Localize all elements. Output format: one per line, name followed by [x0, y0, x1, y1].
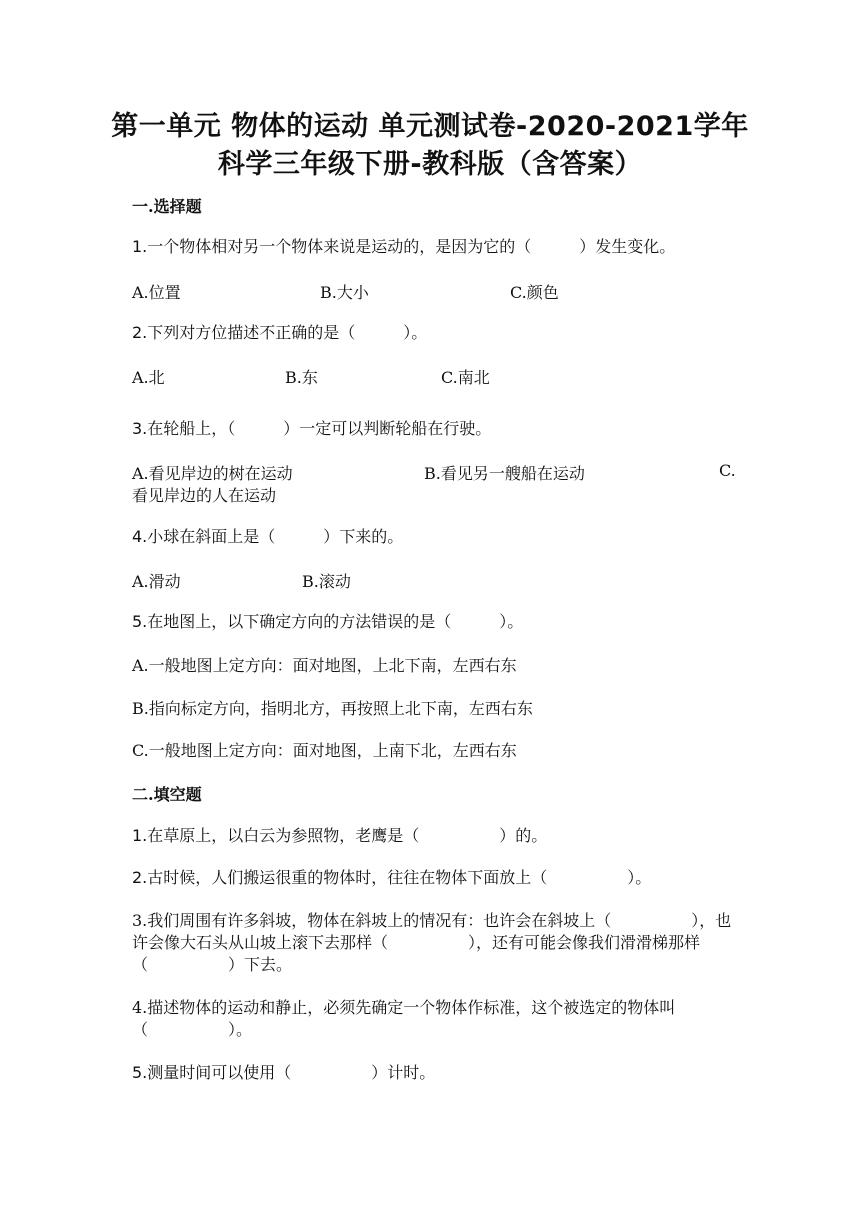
document-title-line-2: 科学三年级下册-教科版（含答案）	[217, 149, 643, 180]
question-4	[132, 526, 732, 548]
option-b: B.滚动	[302, 572, 351, 591]
question-1	[132, 236, 732, 258]
question-text: 在轮船上，（ ）一定可以判断轮船在行驶。	[147, 419, 492, 438]
question-number: 1.	[132, 237, 148, 256]
question-2	[132, 322, 732, 344]
question-text: 下列对方位描述不正确的是（ ）。	[147, 323, 428, 342]
option-a: A.北	[132, 368, 165, 387]
question-5-option-b	[132, 696, 732, 718]
fill-question-1	[132, 825, 732, 847]
question-2-options	[132, 365, 732, 387]
question-5-option-c	[132, 738, 732, 760]
question-text: 描述物体的运动和静止，必须先确定一个物体作标准，这个被选定的物体叫（ ）。	[132, 998, 676, 1039]
question-5	[132, 611, 732, 633]
option-c: C.一般地图上定方向：面对地图，上南下北，左西右东	[132, 741, 517, 760]
option-c: C.南北	[441, 368, 490, 387]
fill-question-4	[132, 997, 732, 1041]
question-number: 4.	[132, 998, 148, 1017]
option-c-text: 看见岸边的人在运动	[132, 486, 277, 505]
option-a: A.看见岸边的树在运动	[132, 464, 293, 483]
question-text: 测量时间可以使用（ ）计时。	[147, 1063, 436, 1082]
section-heading-choice: 一.选择题	[132, 197, 202, 216]
question-5-option-a	[132, 653, 732, 675]
question-text: 我们周围有许多斜坡，物体在斜坡上的情况有：也许会在斜坡上（ ），也许会像大石头从山坡上滚下去那样（ ），还有可能会像我们滑滑梯那样（ ）下去。	[132, 911, 732, 974]
option-c: C.颜色	[510, 283, 559, 302]
option-a: A.一般地图上定方向：面对地图，上北下南，左西右东	[132, 656, 517, 675]
question-text: 一个物体相对另一个物体来说是运动的，是因为它的（ ）发生变化。	[147, 237, 676, 256]
question-number: 2.	[132, 323, 148, 342]
fill-question-2	[132, 867, 732, 889]
option-c: C.	[719, 461, 736, 480]
question-number: 2.	[132, 868, 148, 887]
question-number: 4.	[132, 527, 148, 546]
question-4-options	[132, 569, 732, 591]
question-number: 3.	[132, 419, 148, 438]
question-3	[132, 418, 732, 440]
question-text: 古时候，人们搬运很重的物体时，往往在物体下面放上（ ）。	[147, 868, 652, 887]
question-1-options	[132, 280, 732, 302]
question-number: 1.	[132, 826, 148, 845]
question-number: 3.	[132, 911, 148, 930]
question-number: 5.	[132, 1063, 148, 1082]
question-text: 在草原上，以白云为参照物，老鹰是（ ）的。	[147, 826, 548, 845]
option-b: B.东	[285, 368, 318, 387]
fill-question-3	[132, 910, 732, 976]
question-text: 在地图上，以下确定方向的方法错误的是（ ）。	[147, 612, 524, 631]
document-title-line-1: 第一单元 物体的运动 单元测试卷-2020-2021学年	[111, 111, 749, 142]
question-3-options	[132, 461, 736, 483]
fill-question-5	[132, 1062, 732, 1084]
section-heading-fill-blank: 二.填空题	[132, 785, 202, 804]
question-text: 小球在斜面上是（ ）下来的。	[147, 527, 404, 546]
option-b: B.大小	[320, 283, 369, 302]
option-a: A.位置	[132, 283, 181, 302]
question-3-options-wrap	[132, 483, 732, 505]
option-b: B.指向标定方向，指明北方，再按照上北下南，左西右东	[132, 699, 533, 718]
option-b: B.看见另一艘船在运动	[424, 464, 585, 483]
option-a: A.滑动	[132, 572, 181, 591]
question-number: 5.	[132, 612, 148, 631]
